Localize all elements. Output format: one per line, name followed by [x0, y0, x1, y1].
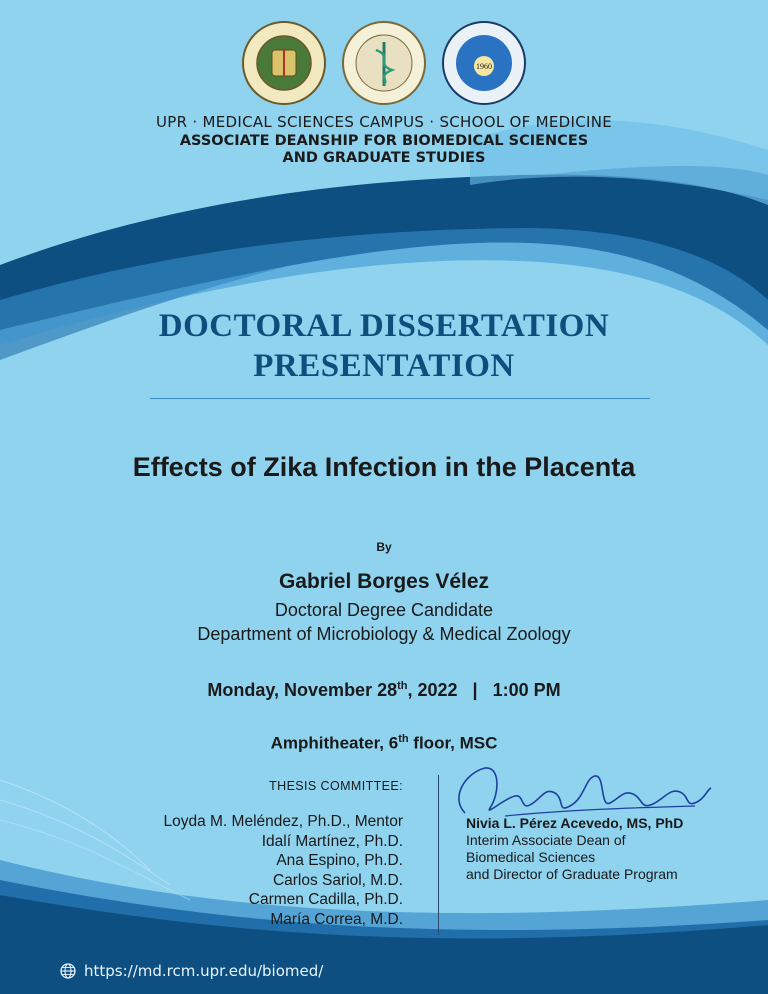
committee-heading: THESIS COMMITTEE:	[269, 779, 403, 793]
committee-member: Carlos Sariol, M.D.	[272, 871, 403, 889]
header-line-2: ASSOCIATE DEANSHIP FOR BIOMEDICAL SCIENCES	[179, 133, 589, 149]
seal-year: 1960	[476, 62, 492, 71]
footer-url[interactable]: https://md.rcm.upr.edu/biomed/	[84, 962, 324, 980]
footer-link[interactable]	[60, 962, 323, 980]
presenter-name: Gabriel Borges Vélez	[278, 570, 490, 593]
title-divider	[150, 398, 650, 399]
page-title	[0, 306, 768, 386]
place-prefix: Amphitheater, 6	[270, 733, 399, 753]
header-line-3: AND GRADUATE STUDIES	[282, 150, 486, 166]
committee-list	[163, 812, 403, 929]
biomedical-sciences-division-seal	[441, 20, 527, 106]
place-sup: th	[398, 733, 409, 745]
medical-sciences-campus-seal	[241, 20, 327, 106]
presenter-department: Department of Microbiology & Medical Zoology	[197, 624, 571, 644]
title-line-2: PRESENTATION	[253, 348, 515, 384]
logo-row	[0, 20, 768, 106]
committee-member: María Correa, M.D.	[270, 910, 403, 928]
committee-member: Idalí Martínez, Ph.D.	[261, 832, 403, 850]
globe-icon	[60, 963, 76, 979]
place-suffix: floor, MSC	[408, 733, 498, 753]
dean-name: Nivia L. Pérez Acevedo, MS, PhD	[466, 815, 684, 831]
committee-member: Ana Espino, Ph.D.	[276, 852, 403, 869]
committee-member: Loyda M. Meléndez, Ph.D., Mentor	[163, 813, 403, 830]
dean-title-line: Biomedical Sciences	[466, 849, 596, 865]
date-suffix: , 2022 | 1:00 PM	[407, 680, 561, 700]
date-prefix: Monday, November 28	[207, 680, 398, 700]
vertical-divider	[438, 775, 439, 935]
dean-title-line: and Director of Graduate Program	[466, 866, 678, 882]
dissertation-title: Effects of Zika Infection in the Placenta	[132, 452, 636, 482]
title-line-1: DOCTORAL DISSERTATION	[158, 308, 610, 344]
dean-block	[466, 815, 683, 883]
presenter-role: Doctoral Degree Candidate	[274, 600, 494, 620]
event-datetime	[0, 680, 768, 701]
date-sup: th	[397, 680, 408, 692]
by-label: By	[376, 540, 392, 554]
event-location	[0, 733, 768, 754]
committee-member: Carmen Cadilla, Ph.D.	[248, 891, 403, 908]
header-line-1: UPR · MEDICAL SCIENCES CAMPUS · SCHOOL OF MEDICINE	[155, 113, 613, 131]
dean-title-line: Interim Associate Dean of	[466, 832, 626, 848]
school-of-medicine-seal	[341, 20, 427, 106]
institution-header	[0, 113, 768, 166]
